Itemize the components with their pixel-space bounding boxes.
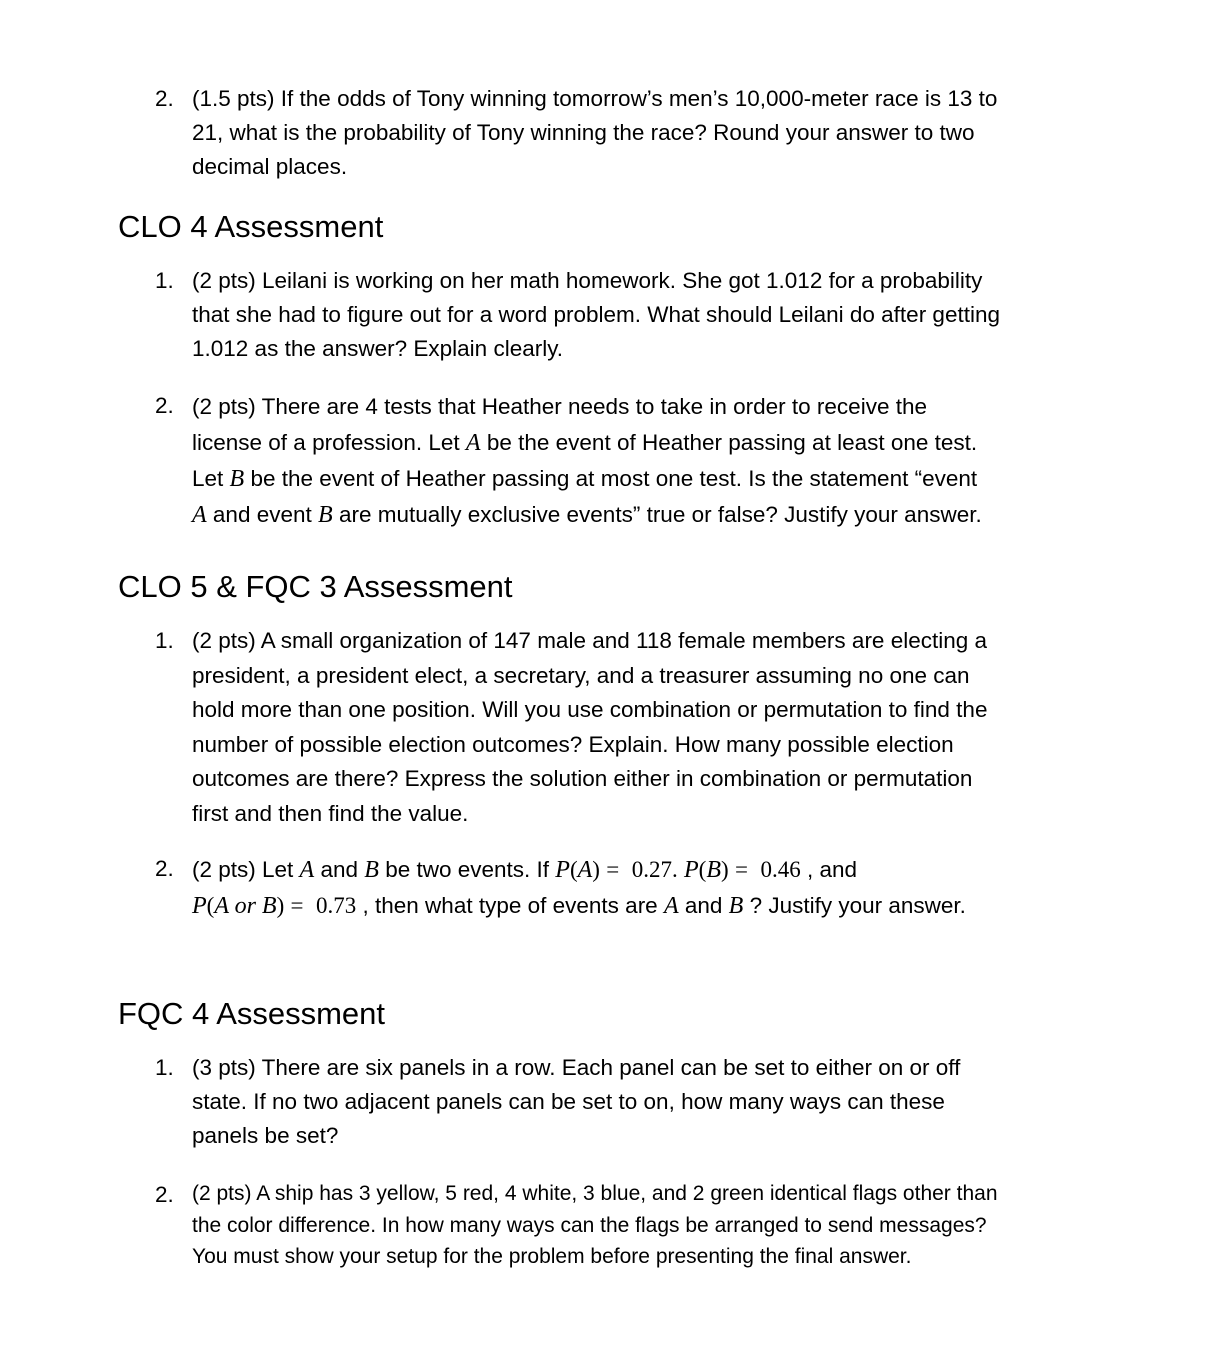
question-line: president, a president elect, a secretary, and a treasurer assuming no one can: [192, 662, 970, 688]
question-text: [192, 82, 1102, 184]
question-number: 2.: [155, 393, 174, 418]
question-line: 1.012 as the answer? Explain clearly.: [192, 336, 564, 361]
question-line: that she had to figure out for a word problem. What should Leilani do after getting: [192, 302, 1000, 327]
question-line: decimal places.: [192, 154, 348, 179]
question-line: outcomes are there? Express the solution either in combination or permutation: [192, 766, 973, 791]
section-heading-clo5-fqc3: CLO 5 & FQC 3 Assessment: [118, 569, 513, 604]
question-line: first and then find the value.: [192, 800, 469, 826]
question-text: [192, 1178, 1102, 1273]
question-text: [192, 389, 1102, 533]
question-line: the color difference. In how many ways can the flags be arranged to send messages?: [192, 1213, 987, 1237]
question-line: number of possible election outcomes? Explain. How many possible election: [192, 731, 954, 757]
question-line: P(A or B) = 0.73 , then what type of events are A and B ? Justify your answer.: [192, 893, 966, 919]
question-line: (2 pts) Let A and B be two events. If P(A) = 0.27. P(B) = 0.46 , and: [192, 857, 857, 883]
question-text: [192, 1051, 1102, 1153]
section-heading-fqc4: FQC 4 Assessment: [118, 996, 386, 1031]
question-number: 1.: [155, 268, 174, 293]
question-line: A and event B are mutually exclusive events” true or false? Justify your answer.: [192, 502, 982, 528]
question-number: 2.: [155, 1182, 174, 1207]
question-number: 2.: [155, 856, 174, 881]
question-line: You must show your setup for the problem before presenting the final answer.: [192, 1245, 912, 1268]
question-line: (2 pts) A small organization of 147 male and 118 female members are electing a: [192, 628, 988, 653]
question-number: 1.: [155, 628, 174, 653]
question-line: license of a profession. Let A be the event of Heather passing at least one test.: [192, 430, 978, 456]
question-line: (2 pts) A ship has 3 yellow, 5 red, 4 white, 3 blue, and 2 green identical flags other than: [192, 1182, 998, 1205]
question-text: [192, 852, 1102, 924]
question-line: state. If no two adjacent panels can be set to on, how many ways can these: [192, 1089, 945, 1114]
question-number: 2.: [155, 86, 174, 111]
question-line: (2 pts) Leilani is working on her math homework. She got 1.012 for a probability: [192, 268, 983, 293]
question-line: 21, what is the probability of Tony winning the race? Round your answer to two: [192, 120, 975, 145]
question-text: [192, 264, 1102, 366]
question-line: (3 pts) There are six panels in a row. Each panel can be set to either on or off: [192, 1055, 961, 1080]
question-line: panels be set?: [192, 1123, 339, 1148]
question-line: hold more than one position. Will you use combination or permutation to find the: [192, 697, 988, 722]
question-line: (1.5 pts) If the odds of Tony winning tomorrow’s men’s 10,000-meter race is 13 to: [192, 86, 998, 111]
question-line: (2 pts) There are 4 tests that Heather needs to take in order to receive the: [192, 394, 927, 419]
question-line: Let B be the event of Heather passing at most one test. Is the statement “event: [192, 466, 978, 492]
question-text: [192, 624, 1102, 831]
question-number: 1.: [155, 1055, 174, 1080]
section-heading-clo4: CLO 4 Assessment: [118, 209, 384, 244]
